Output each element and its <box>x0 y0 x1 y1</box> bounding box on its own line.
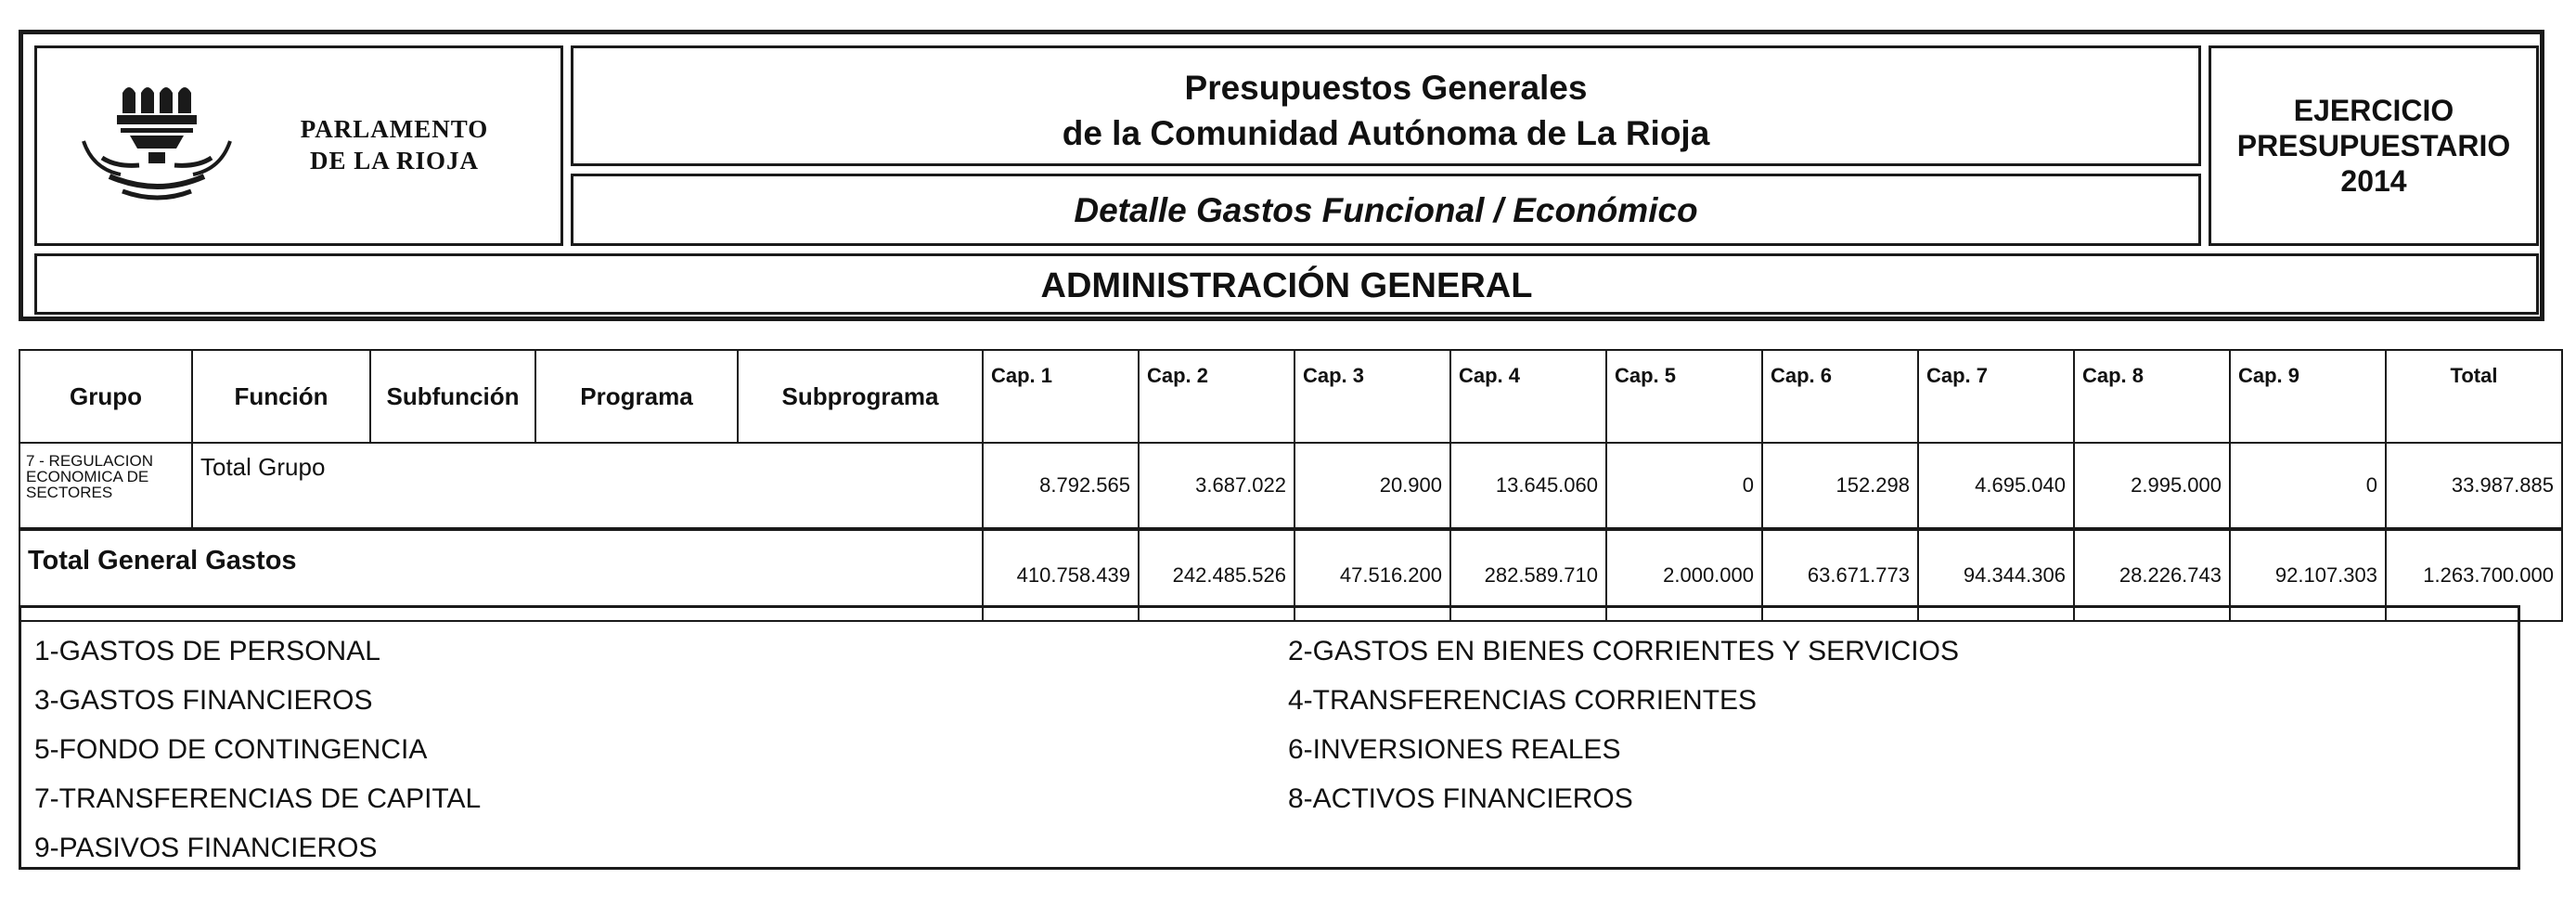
title-line2: de la Comunidad Autónoma de La Rioja <box>1062 114 1710 152</box>
legend-item: 2-GASTOS EN BIENES CORRIENTES Y SERVICIOS <box>1288 636 1959 666</box>
value-cell: 0 <box>2230 443 2386 529</box>
table-header-row <box>19 350 2562 443</box>
column-header: Cap. 8 <box>2074 350 2230 443</box>
title-line1: Presupuestos Generales <box>1184 69 1588 107</box>
column-header: Cap. 9 <box>2230 350 2386 443</box>
value-cell: 2.995.000 <box>2074 443 2230 529</box>
legend-item: 1-GASTOS DE PERSONAL <box>34 636 380 666</box>
total-cell: 33.987.885 <box>2386 443 2562 529</box>
value-cell: 4.695.040 <box>1918 443 2074 529</box>
fiscal-year-line2: PRESUPUESTARIO <box>2236 129 2511 162</box>
value-cell: 0 <box>1606 443 1762 529</box>
fiscal-year-panel <box>2209 45 2539 246</box>
document-title <box>573 65 2198 156</box>
document-header <box>19 30 2544 321</box>
legend-item: 6-INVERSIONES REALES <box>1288 734 1621 765</box>
value-cell: 2.000.000 <box>1606 529 1762 621</box>
column-header: Cap. 2 <box>1139 350 1294 443</box>
column-header: Cap. 6 <box>1762 350 1918 443</box>
parliament-emblem-icon <box>74 76 297 220</box>
column-header: Cap. 7 <box>1918 350 2074 443</box>
value-cell: 282.589.710 <box>1450 529 1606 621</box>
column-header: Grupo <box>19 350 192 443</box>
column-header: Función <box>192 350 370 443</box>
document-subtitle: Detalle Gastos Funcional / Económico <box>1074 191 1698 229</box>
row-label: Total Grupo <box>192 443 983 529</box>
column-header: Cap. 1 <box>983 350 1139 443</box>
parliament-name-line2: DE LA RIOJA <box>309 147 480 175</box>
section-title: ADMINISTRACIÓN GENERAL <box>1040 266 1533 305</box>
legend-item: 5-FONDO DE CONTINGENCIA <box>34 734 428 765</box>
value-cell: 28.226.743 <box>2074 529 2230 621</box>
fiscal-year-line1: EJERCICIO <box>2293 94 2454 127</box>
value-cell: 94.344.306 <box>1918 529 2074 621</box>
parliament-name <box>274 113 515 176</box>
total-cell: 1.263.700.000 <box>2386 529 2562 621</box>
column-header: Cap. 3 <box>1294 350 1450 443</box>
value-cell: 20.900 <box>1294 443 1450 529</box>
value-cell: 8.792.565 <box>983 443 1139 529</box>
chapter-legend <box>19 605 2520 870</box>
subtitle-panel <box>571 174 2201 246</box>
logo-panel <box>34 45 563 246</box>
section-panel <box>34 253 2539 315</box>
value-cell: 47.516.200 <box>1294 529 1450 621</box>
table-row-total-grupo <box>19 443 2562 529</box>
title-panel <box>571 45 2201 166</box>
value-cell: 152.298 <box>1762 443 1918 529</box>
legend-item: 8-ACTIVOS FINANCIEROS <box>1288 783 1633 814</box>
budget-table <box>19 349 2563 622</box>
column-header: Subfunción <box>370 350 535 443</box>
grupo-name: 7 - REGULACION ECONOMICA DE SECTORES <box>26 453 153 498</box>
value-cell: 242.485.526 <box>1139 529 1294 621</box>
column-header: Programa <box>535 350 738 443</box>
legend-column-left <box>34 627 481 873</box>
legend-item: 3-GASTOS FINANCIEROS <box>34 685 373 716</box>
legend-item: 7-TRANSFERENCIAS DE CAPITAL <box>34 783 482 814</box>
value-cell: 13.645.060 <box>1450 443 1606 529</box>
legend-item: 4-TRANSFERENCIAS CORRIENTES <box>1288 685 1758 716</box>
row-label: Total General Gastos <box>19 529 983 621</box>
fiscal-year <box>2211 93 2536 199</box>
legend-column-right <box>1288 627 1959 823</box>
value-cell: 63.671.773 <box>1762 529 1918 621</box>
column-header: Cap. 4 <box>1450 350 1606 443</box>
value-cell: 410.758.439 <box>983 529 1139 621</box>
value-cell: 3.687.022 <box>1139 443 1294 529</box>
value-cell: 92.107.303 <box>2230 529 2386 621</box>
column-header: Cap. 5 <box>1606 350 1762 443</box>
fiscal-year-value: 2014 <box>2340 164 2407 198</box>
parliament-name-line1: PARLAMENTO <box>300 115 489 143</box>
column-header: Subprograma <box>738 350 983 443</box>
grupo-cell <box>19 443 192 529</box>
legend-item: 9-PASIVOS FINANCIEROS <box>34 833 378 863</box>
column-header: Total <box>2386 350 2562 443</box>
